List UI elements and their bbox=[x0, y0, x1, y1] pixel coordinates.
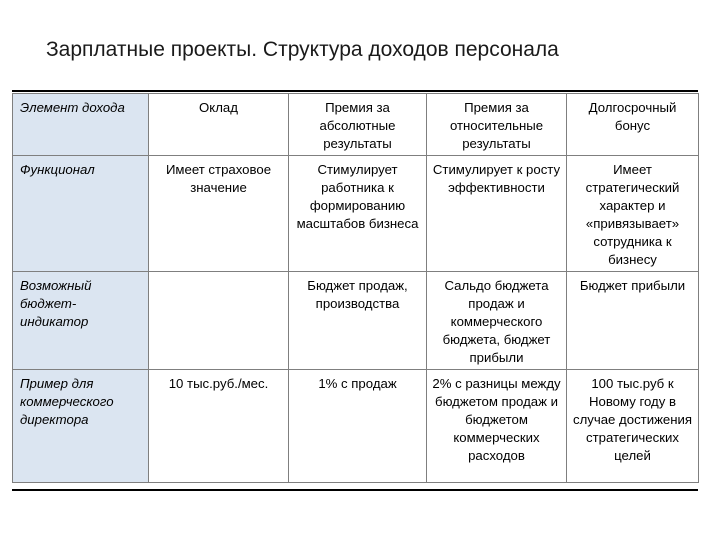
table-cell: Имеет стратегический характер и «привязывает» сотрудника к бизнесу bbox=[567, 156, 699, 272]
table-cell: 100 тыс.руб к Новому году в случае достижения стратегических целей bbox=[567, 370, 699, 483]
header-cell-absolute-bonus: Премия за абсолютные результаты bbox=[289, 94, 427, 156]
table-cell bbox=[149, 272, 289, 370]
table-cell: Имеет страховое значение bbox=[149, 156, 289, 272]
table-cell: Сальдо бюджета продаж и коммерческого бюджета, бюджет прибыли bbox=[427, 272, 567, 370]
income-structure-table bbox=[12, 93, 699, 483]
table-row bbox=[13, 156, 699, 272]
top-rule bbox=[12, 90, 698, 92]
header-cell-salary: Оклад bbox=[149, 94, 289, 156]
table-cell: Бюджет прибыли bbox=[567, 272, 699, 370]
table-cell: 2% с разницы между бюджетом продаж и бюджетом коммерческих расходов bbox=[427, 370, 567, 483]
header-cell-long-term-bonus: Долгосрочный бонус bbox=[567, 94, 699, 156]
table-cell: 1% с продаж bbox=[289, 370, 427, 483]
header-cell-element: Элемент дохода bbox=[13, 94, 149, 156]
slide-title: Зарплатные проекты. Структура доходов персонала bbox=[46, 38, 559, 61]
table-header-row bbox=[13, 94, 699, 156]
table-cell: Бюджет продаж, производства bbox=[289, 272, 427, 370]
row-label: Пример для коммерческого директора bbox=[13, 370, 149, 483]
bottom-rule bbox=[12, 489, 698, 491]
table-row bbox=[13, 272, 699, 370]
row-label: Функционал bbox=[13, 156, 149, 272]
table-cell: Стимулирует к росту эффективности bbox=[427, 156, 567, 272]
table-cell: 10 тыс.руб./мес. bbox=[149, 370, 289, 483]
table-row bbox=[13, 370, 699, 483]
header-cell-relative-bonus: Премия за относительные результаты bbox=[427, 94, 567, 156]
row-label: Возможный бюджет-индикатор bbox=[13, 272, 149, 370]
table-cell: Стимулирует работника к формированию масштабов бизнеса bbox=[289, 156, 427, 272]
